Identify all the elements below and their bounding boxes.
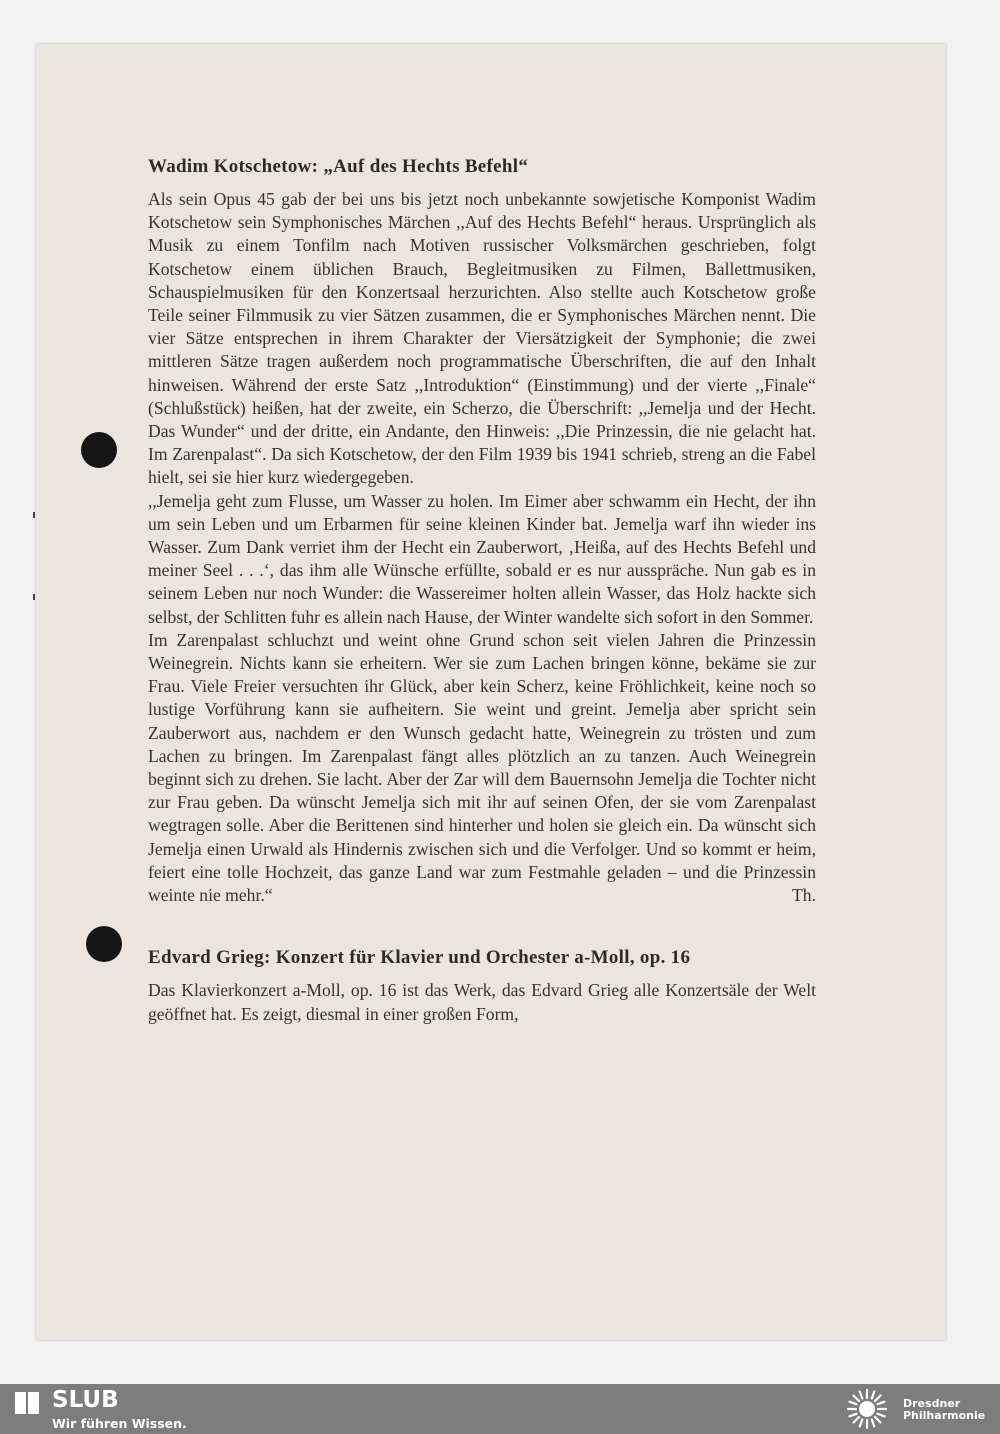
scan-mark: [33, 594, 35, 600]
article-paragraph: ,,Jemelja geht zum Flusse, um Wasser zu holen. Im Eimer aber schwamm ein Hecht, der ihn um sein Leben und um Erbarmen für seine kleinen Kinder bat. Jemelja warf ihn wieder ins Wasser. Zum Dank verriet ihm der Hecht ein Zauberwort, ‚Heißa, auf des Hechts Befehl und meiner Seel . . .‘, das ihm alle Wünsche erfüllte, sobald er es nur ausspräche. Nun gab es in seinem Leben nur noch Wunder: die Wassereimer holten allein Wasser, das Holz hackte sich selbst, der Schlitten fuhr es allein nach Hause, der Winter wandelte sich sofort in den Sommer.: [148, 490, 816, 627]
partner-name[interactable]: [903, 1398, 985, 1422]
scan-mark: [33, 512, 35, 518]
philharmonie-logo-icon[interactable]: [842, 1386, 892, 1432]
partner-name-line1: Dresdner: [903, 1397, 961, 1410]
footer-bar: [0, 1384, 1000, 1434]
author-signature: Th.: [792, 885, 816, 906]
article-heading-grieg: Edvard Grieg: Konzert für Klavier und Orchester a-Moll, op. 16: [148, 947, 691, 969]
article-paragraph: Als sein Opus 45 gab der bei uns bis jetzt noch unbekannte sowjetische Komponist Wadim Kotschetow sein Symphonisches Märchen ,,Auf des Hechts Befehl“ heraus. Ursprünglich als Musik zu einem Tonfilm nach Motiven russischer Volksmärchen geschrieben, folgt Kotschetow einem üblichen Brauch, Begleitmusiken zu Filmen, Ballettmusiken, Schauspielmusiken für den Konzertsaal herzurichten. Also stellte auch Kotschetow große Teile seiner Filmmusik zu vier Sätzen zusammen, die er Symphonisches Märchen nennt. Die vier Sätze entsprechen in ihrem Charakter der Viersätzigkeit der Symphonie; die zwei mittleren Sätze tragen außerdem noch programmatische Überschriften, die auf den Inhalt hinweisen. Während der erste Satz ,,Introduktion“ (Einstimmung) und der vierte ,,Finale“ (Schlußstück) heißen, hat der zweite, ein Scherzo, die Überschrift: ,,Jemelja und der Hecht. Das Wunder“ und der dritte, ein Andante, den Hinweis: ,,Die Prinzessin, die nie gelacht hat. Im Zarenpalast“. Da sich Kotschetow, der den Film 1939 bis 1941 schrieb, streng an die Fabel hielt, sei sie hier kurz wiedergegeben.: [148, 189, 816, 488]
article-heading-kotschetow: Wadim Kotschetow: „Auf des Hechts Befehl“: [148, 156, 529, 177]
punch-hole: [86, 926, 122, 962]
article-paragraph: Das Klavierkonzert a-Moll, op. 16 ist das Werk, das Edvard Grieg alle Konzertsäle der Welt geöffnet hat. Es zeigt, diesmal in einer großen Form,: [148, 980, 816, 1024]
document-content: [148, 156, 816, 1026]
closing-block: [148, 629, 816, 907]
punch-hole: [81, 432, 117, 468]
library-name[interactable]: SLUB: [52, 1387, 119, 1413]
slub-book-icon[interactable]: [14, 1390, 42, 1416]
library-tagline: Wir führen Wissen.: [52, 1416, 187, 1431]
article-paragraph: Im Zarenpalast schluchzt und weint ohne Grund schon seit vielen Jahren die Prinzessin Weinegrein. Nichts kann sie erheitern. Wer sie zum Lachen bringen könne, bekäme sie zur Frau. Viele Freier versuchten ihr Glück, aber kein Scherz, keine Fröhlichkeit, keine noch so lustige Vorführung kann sie aufheitern. Sie weint und greint. Jemelja aber spricht sein Zauberwort aus, nachdem er den Wunsch gedacht hatte, Weinegrein zu trösten und zum Lachen zu bringen. Im Zarenpalast fängt alles plötzlich an zu tanzen. Auch Weinegrein beginnt sich zu drehen. Sie lacht. Aber der Zar will dem Bauernsohn Jemelja die Tochter nicht zur Frau geben. Da wünscht Jemelja sich mit ihr auf seinen Ofen, der sie vom Zarenpalast wegtragen solle. Aber die Berittenen sind hinterher und holen sie gleich ein. Da wünscht sich Jemelja einen Urwald als Hindernis zwischen sich und die Verfolger. Und so kommt er heim, feiert eine tolle Hochzeit, das ganze Land war zum Festmahle geladen – und die Prinzessin weinte nie mehr.“: [148, 629, 816, 906]
partner-name-line2: Philharmonie: [903, 1409, 986, 1422]
